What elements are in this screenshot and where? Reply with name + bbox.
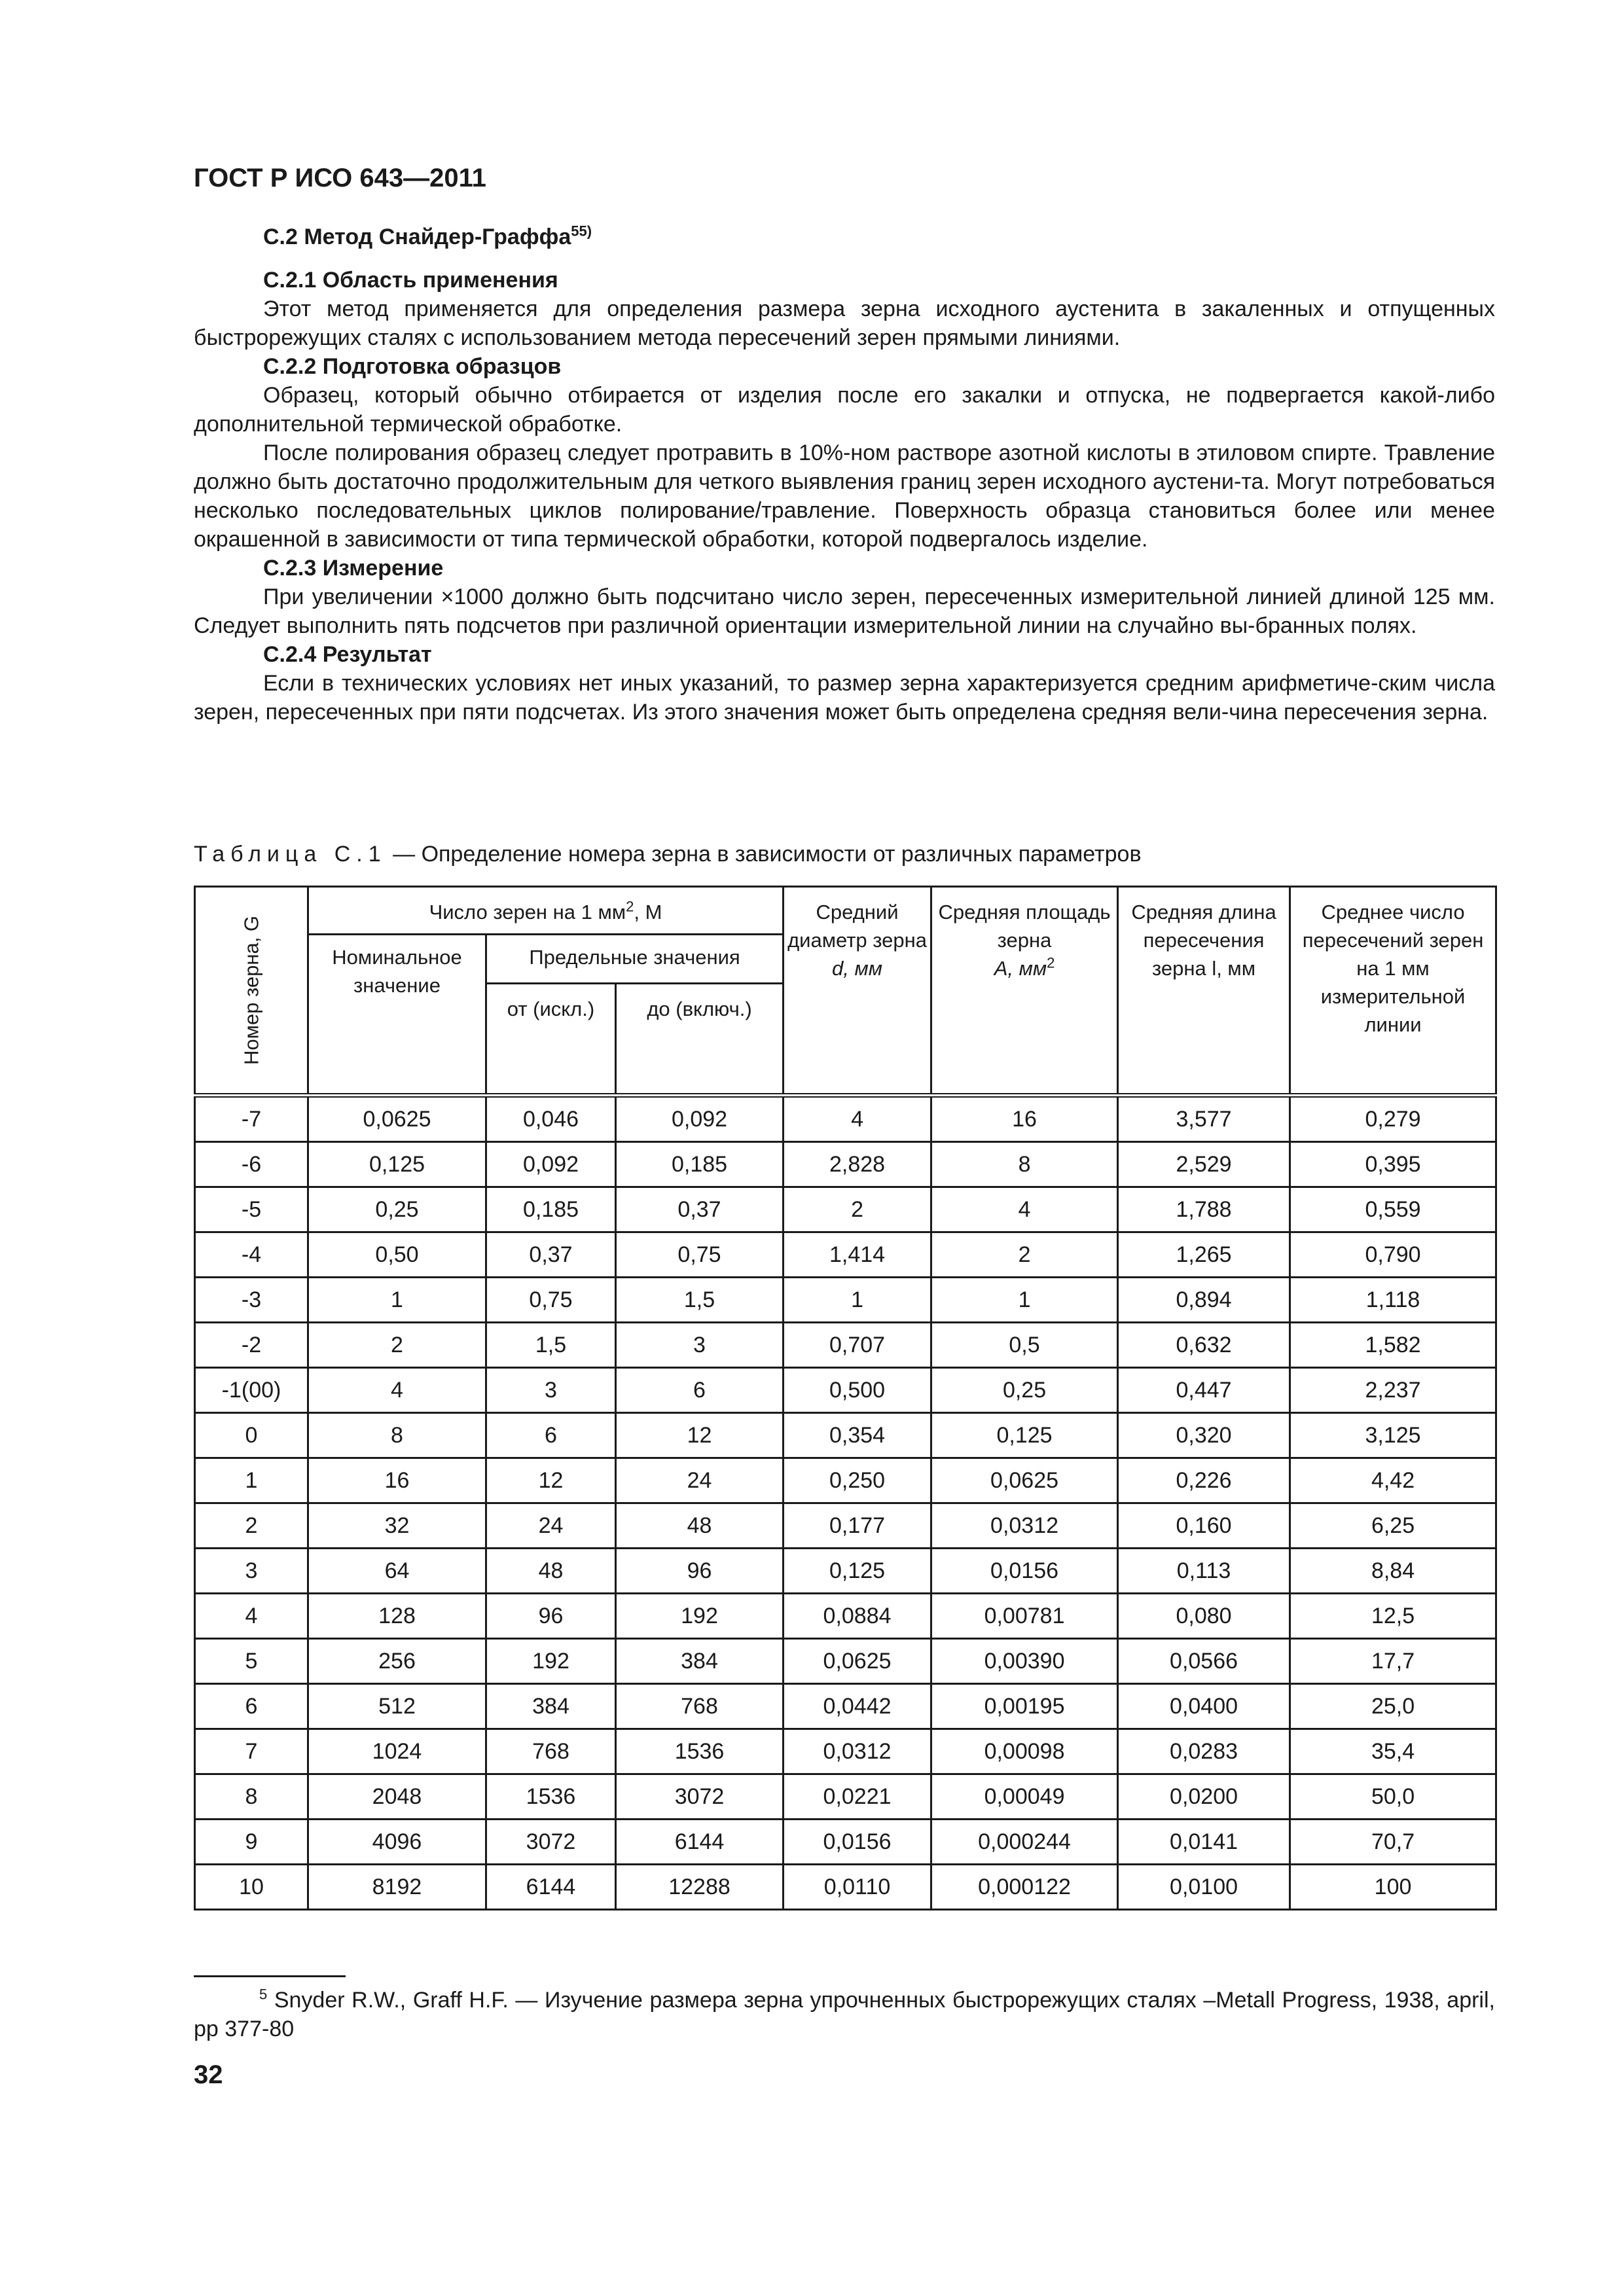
table-cell: 3 [616, 1323, 784, 1368]
subsection-heading-measurement: С.2.3 Измерение [263, 556, 444, 581]
table-cell: 96 [616, 1549, 784, 1594]
table-cell: 5 [195, 1639, 308, 1684]
table-cell: 8 [308, 1413, 486, 1458]
table-row [195, 1594, 1496, 1639]
table-cell: 0,37 [486, 1232, 616, 1278]
table-cell: 1536 [486, 1774, 616, 1820]
table-cell: 4 [931, 1187, 1118, 1232]
table-cell: 0,0442 [784, 1684, 931, 1729]
table-cell: 0,75 [486, 1278, 616, 1323]
table-cell: 1,582 [1290, 1323, 1496, 1368]
table-cell: 1,118 [1290, 1278, 1496, 1323]
table-cell: 4,42 [1290, 1458, 1496, 1503]
table-cell: 0,320 [1118, 1413, 1290, 1458]
table-cell: 0,0156 [784, 1820, 931, 1865]
table-cell: 128 [308, 1594, 486, 1639]
footnote [194, 1986, 1495, 2043]
table-cell: 3072 [616, 1774, 784, 1820]
table-cell: 8192 [308, 1865, 486, 1910]
table-cell: 0,632 [1118, 1323, 1290, 1368]
table-cell: 2 [308, 1323, 486, 1368]
table-cell: 0,250 [784, 1458, 931, 1503]
header-nominal: Номинальное значение [308, 935, 486, 1096]
table-cell: 0,00049 [931, 1774, 1118, 1820]
table-cell: 70,7 [1290, 1820, 1496, 1865]
table-cell: 8,84 [1290, 1549, 1496, 1594]
table-row [195, 1413, 1496, 1458]
table-cell: -3 [195, 1278, 308, 1323]
table-cell: 192 [486, 1639, 616, 1684]
section-body [194, 223, 1495, 726]
table-cell: 32 [308, 1503, 486, 1549]
table-cell: 48 [486, 1549, 616, 1594]
table-cell: 0,354 [784, 1413, 931, 1458]
table-cell: 0,0283 [1118, 1729, 1290, 1774]
paragraph-result: Если в технических условиях нет иных указаний, то размер зерна характеризуется средним арифметиче-ским числа зерен, пересеченных при пяти подсчетах. Из этого значения может быть определена средняя вели-чина пересечения зерна. [194, 671, 1495, 725]
table-cell: 512 [308, 1684, 486, 1729]
footnote-marker: 5 [259, 1986, 268, 2003]
table-cell: 0,226 [1118, 1458, 1290, 1503]
table-cell: 1,5 [616, 1278, 784, 1323]
table-cell: 192 [616, 1594, 784, 1639]
table-row [195, 1684, 1496, 1729]
table-cell: 2 [195, 1503, 308, 1549]
table-row [195, 1142, 1496, 1187]
table-cell: 0,0200 [1118, 1774, 1290, 1820]
table-cell: 35,4 [1290, 1729, 1496, 1774]
table-row [195, 1865, 1496, 1910]
table-cell: 0,125 [784, 1549, 931, 1594]
table-cell: 0,37 [616, 1187, 784, 1232]
table-cell: -2 [195, 1323, 308, 1368]
table-cell: 768 [486, 1729, 616, 1774]
table-row [195, 1323, 1496, 1368]
table-cell: 0,0312 [931, 1503, 1118, 1549]
table-cell: 12 [486, 1458, 616, 1503]
table-cell: 384 [616, 1639, 784, 1684]
table-cell: 0,0566 [1118, 1639, 1290, 1684]
table-cell: 3072 [486, 1820, 616, 1865]
table-cell: 16 [931, 1096, 1118, 1142]
table-cell: 0 [195, 1413, 308, 1458]
table-cell: 64 [308, 1549, 486, 1594]
document-header: ГОСТ Р ИСО 643—2011 [194, 164, 486, 192]
paragraph-preparation-2: После полирования образец следует протравить в 10%-ном растворе азотной кислоты в этиловом спирте. Травление должно быть достаточно продолжительным для четкого выявления границ зерен исходного аустени-та. Могут потребоваться несколько последовательных циклов полирование/травление. Поверхность образца становиться более или менее окрашенной в зависимости от типа термической обработки, которой подвергалось изделие. [194, 440, 1495, 552]
table-cell: 12,5 [1290, 1594, 1496, 1639]
table-cell: 3,577 [1118, 1096, 1290, 1142]
table-cell: 0,00098 [931, 1729, 1118, 1774]
table-cell: 0,0100 [1118, 1865, 1290, 1910]
table-cell: 12 [616, 1413, 784, 1458]
paragraph-scope: Этот метод применяется для определения размера зерна исходного аустенита в закаленных и отпущенных быстрорежущих сталях с использованием метода пересечений зерен прямыми линиями. [194, 296, 1495, 350]
footnote-divider [194, 1975, 346, 1977]
table-cell: 16 [308, 1458, 486, 1503]
table-cell: 0,0884 [784, 1594, 931, 1639]
table-cell: -7 [195, 1096, 308, 1142]
table-cell: 1,414 [784, 1232, 931, 1278]
table-cell: 2,237 [1290, 1368, 1496, 1413]
table-cell: 0,25 [308, 1187, 486, 1232]
table-cell: 0,447 [1118, 1368, 1290, 1413]
paragraph-measurement: При увеличении ×1000 должно быть подсчитано число зерен, пересеченных измерительной линией длиной 125 мм. Следует выполнить пять подсчетов при различной ориентации измерительной линии на случайно вы-бранных полях. [194, 584, 1495, 638]
table-cell: 1,265 [1118, 1232, 1290, 1278]
header-mean-intercept-count: Среднее число пересечений зерен на 1 мм измерительной линии [1290, 887, 1496, 1096]
table-row [195, 1503, 1496, 1549]
table-cell: 0,0400 [1118, 1684, 1290, 1729]
table-cell: 1,788 [1118, 1187, 1290, 1232]
table-cell: 1 [308, 1278, 486, 1323]
table-cell: 7 [195, 1729, 308, 1774]
header-limits: Предельные значения [486, 935, 784, 984]
table-cell: 0,0221 [784, 1774, 931, 1820]
header-grains-per-mm2: Число зерен на 1 $мм^2$, M [308, 887, 784, 935]
table-cell: 0,092 [486, 1142, 616, 1187]
table-cell: 12288 [616, 1865, 784, 1910]
table-caption [194, 840, 1142, 869]
table-cell: 0,894 [1118, 1278, 1290, 1323]
header-mean-intercept-length: Средняя длина пересечения зерна l, мм [1118, 887, 1290, 1096]
table-cell: 2,529 [1118, 1142, 1290, 1187]
table-cell: 6144 [486, 1865, 616, 1910]
table-cell: 768 [616, 1684, 784, 1729]
table-cell: 24 [616, 1458, 784, 1503]
table-row [195, 1187, 1496, 1232]
table-cell: 1536 [616, 1729, 784, 1774]
table-cell: 2,828 [784, 1142, 931, 1187]
header-grain-number: Номер зерна, G [195, 887, 308, 1096]
table-cell: 0,160 [1118, 1503, 1290, 1549]
table-cell: 3 [486, 1368, 616, 1413]
table-cell: 0,0625 [931, 1458, 1118, 1503]
table-cell: 0,559 [1290, 1187, 1496, 1232]
table-cell: -4 [195, 1232, 308, 1278]
table-cell: 4096 [308, 1820, 486, 1865]
table-cell: 0,790 [1290, 1232, 1496, 1278]
table-row [195, 1729, 1496, 1774]
table-cell: 0,0110 [784, 1865, 931, 1910]
table-row [195, 1774, 1496, 1820]
subsection-heading-result: С.2.4 Результат [263, 642, 432, 667]
table-cell: 0,5 [931, 1323, 1118, 1368]
page-number: 32 [194, 2060, 223, 2089]
table-cell: 0,395 [1290, 1142, 1496, 1187]
table-cell: 0,279 [1290, 1096, 1496, 1142]
table-cell: 1,5 [486, 1323, 616, 1368]
table-cell: 100 [1290, 1865, 1496, 1910]
footnote-ref[interactable]: 55) [571, 223, 592, 240]
table-cell: 0,177 [784, 1503, 931, 1549]
table-row [195, 1368, 1496, 1413]
table-cell: 0,500 [784, 1368, 931, 1413]
table-cell: 0,0312 [784, 1729, 931, 1774]
table-cell: 0,25 [931, 1368, 1118, 1413]
table-cell: 6 [195, 1684, 308, 1729]
table-cell: 1 [195, 1458, 308, 1503]
table-cell: 0,00390 [931, 1639, 1118, 1684]
table-cell: 6 [616, 1368, 784, 1413]
header-mean-diameter: Средний диаметр зерна d, мм [784, 887, 931, 1096]
table-cell: 0,0141 [1118, 1820, 1290, 1865]
table-cell: 0,080 [1118, 1594, 1290, 1639]
table-cell: 384 [486, 1684, 616, 1729]
table-cell: 2 [931, 1232, 1118, 1278]
table-cell: 9 [195, 1820, 308, 1865]
table-cell: 10 [195, 1865, 308, 1910]
table-cell: 17,7 [1290, 1639, 1496, 1684]
subsection-heading-scope: С.2.1 Область применения [263, 268, 558, 293]
table-cell: 0,707 [784, 1323, 931, 1368]
table-row [195, 1096, 1496, 1142]
table-cell: 1 [931, 1278, 1118, 1323]
table-cell: 48 [616, 1503, 784, 1549]
table-cell: 2 [784, 1187, 931, 1232]
table-cell: -6 [195, 1142, 308, 1187]
table-cell: 0,185 [616, 1142, 784, 1187]
table-cell: -1(00) [195, 1368, 308, 1413]
table-cell: 4 [195, 1594, 308, 1639]
header-limit-from: от (искл.) [486, 984, 616, 1096]
table-body [195, 1096, 1496, 1910]
table-cell: 0,125 [308, 1142, 486, 1187]
table-cell: 6144 [616, 1820, 784, 1865]
table-cell: 0,00781 [931, 1594, 1118, 1639]
table-cell: 0,0625 [784, 1639, 931, 1684]
table-cell: 2048 [308, 1774, 486, 1820]
table-cell: 0,0156 [931, 1549, 1118, 1594]
table-row [195, 1549, 1496, 1594]
table-cell: 0,113 [1118, 1549, 1290, 1594]
table-caption-text: — Определение номера зерна в зависимости от различных параметров [386, 842, 1142, 867]
table-row [195, 1232, 1496, 1278]
table-cell: 0,000244 [931, 1820, 1118, 1865]
table-cell: 1 [784, 1278, 931, 1323]
section-title: С.2 Метод Снайдер-Граффа$^{55)}$ [263, 223, 592, 249]
table-cell: 6,25 [1290, 1503, 1496, 1549]
subsection-heading-preparation: С.2.2 Подготовка образцов [263, 354, 562, 379]
table-cell: 0,046 [486, 1096, 616, 1142]
table-cell: 8 [931, 1142, 1118, 1187]
header-limit-to: до (включ.) [616, 984, 784, 1096]
table-cell: 25,0 [1290, 1684, 1496, 1729]
table-cell: 256 [308, 1639, 486, 1684]
table-cell: 0,0625 [308, 1096, 486, 1142]
table-cell: 0,185 [486, 1187, 616, 1232]
table-row [195, 1639, 1496, 1684]
table-cell: 3,125 [1290, 1413, 1496, 1458]
table-cell: 4 [308, 1368, 486, 1413]
table-cell: 50,0 [1290, 1774, 1496, 1820]
table-cell: 0,000122 [931, 1865, 1118, 1910]
footnote-text: Snyder R.W., Graff H.F. — Изучение размера зерна упрочненных быстрорежущих сталях –Metall Progress, 1938, april, pp 377-80 [194, 1988, 1495, 2041]
table-cell: 0,00195 [931, 1684, 1118, 1729]
table-cell: 0,125 [931, 1413, 1118, 1458]
paragraph-preparation-1: Образец, который обычно отбирается от изделия после его закалки и отпуска, не подвергается какой-либо дополнительной термической обработке. [194, 383, 1495, 437]
grain-size-table [194, 886, 1497, 1910]
table-cell: 8 [195, 1774, 308, 1820]
table-cell: 6 [486, 1413, 616, 1458]
table-caption-label: Таблица С.1 [194, 842, 387, 867]
table-cell: 0,50 [308, 1232, 486, 1278]
table-cell: 4 [784, 1096, 931, 1142]
table-row [195, 1458, 1496, 1503]
table-cell: 3 [195, 1549, 308, 1594]
table-cell: 0,75 [616, 1232, 784, 1278]
table-cell: -5 [195, 1187, 308, 1232]
table-cell: 0,092 [616, 1096, 784, 1142]
table-cell: 96 [486, 1594, 616, 1639]
table-cell: 24 [486, 1503, 616, 1549]
table-row [195, 1278, 1496, 1323]
header-mean-area: Средняя площадь зерна A, $мм^2$ [931, 887, 1118, 1096]
table-row [195, 1820, 1496, 1865]
table-cell: 1024 [308, 1729, 486, 1774]
